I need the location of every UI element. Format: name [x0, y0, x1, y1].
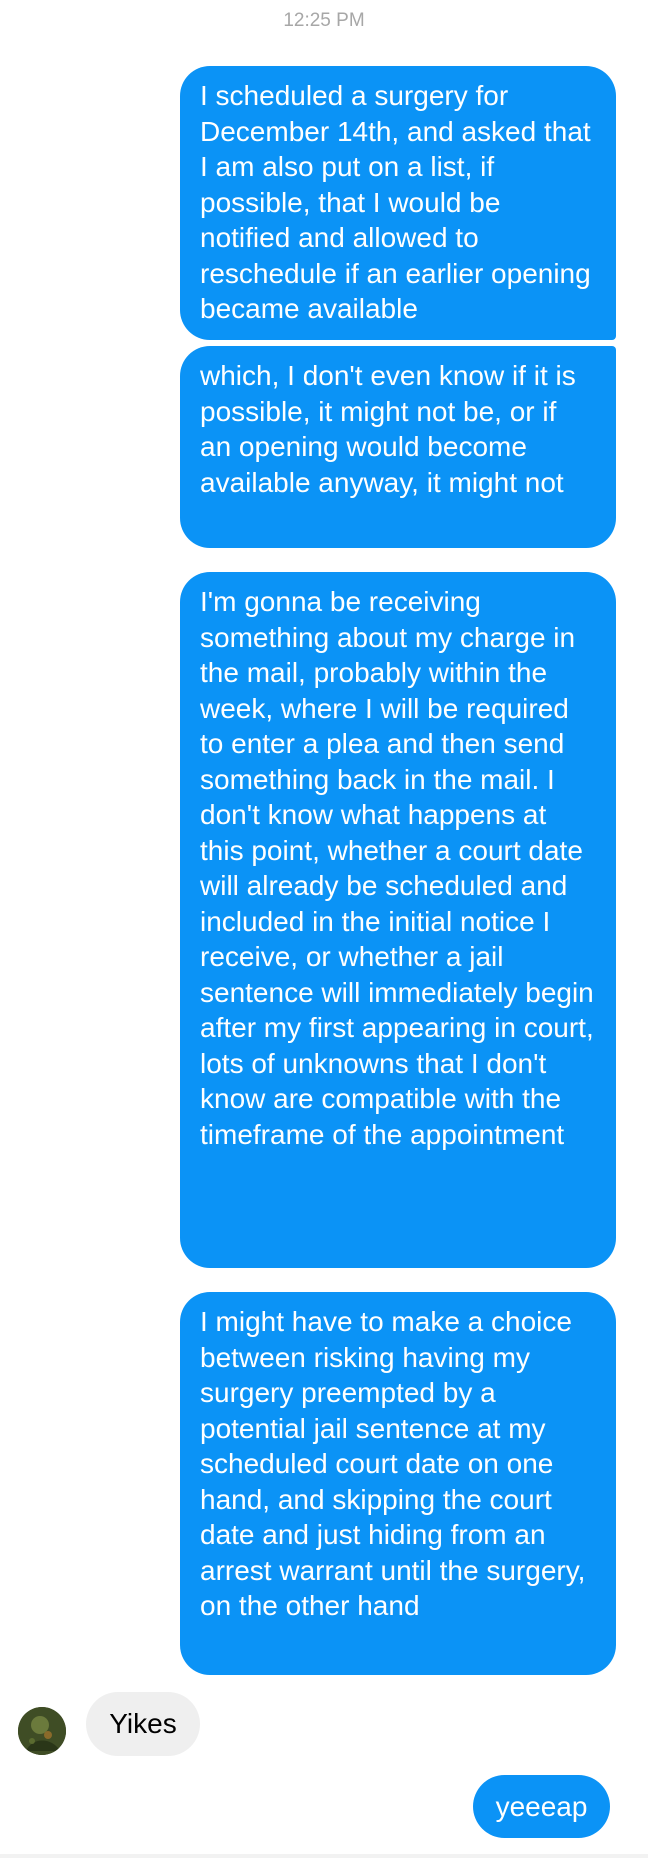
avatar-image — [18, 1707, 66, 1755]
bottom-divider — [0, 1854, 648, 1858]
outgoing-message[interactable]: I scheduled a surgery for December 14th, and asked that I am also put on a list, if possible, that I would be notified and allowed to reschedule if an earlier opening became available — [180, 66, 616, 340]
outgoing-message[interactable]: I might have to make a choice between risking having my surgery preempted by a potential jail sentence at my scheduled court date on one hand, and skipping the court date and just hiding from an arrest warrant until the surgery, on the other hand — [180, 1292, 616, 1675]
outgoing-message[interactable]: yeeeap — [473, 1775, 610, 1838]
outgoing-message[interactable]: I'm gonna be receiving something about my charge in the mail, probably within the week, where I will be required to enter a plea and then send something back in the mail. I don't know what happens at this point, whether a court date will already be scheduled and included in the initial notice I receive, or whether a jail sentence will immediately begin after my first appearing in court, lots of unknowns that I don't know are compatible with the timeframe of the appointment — [180, 572, 616, 1268]
incoming-message[interactable]: Yikes — [86, 1692, 200, 1756]
message-timestamp: 12:25 PM — [283, 10, 365, 31]
avatar[interactable] — [18, 1707, 66, 1755]
outgoing-message[interactable]: which, I don't even know if it is possible, it might not be, or if an opening would become available anyway, it might not — [180, 346, 616, 548]
